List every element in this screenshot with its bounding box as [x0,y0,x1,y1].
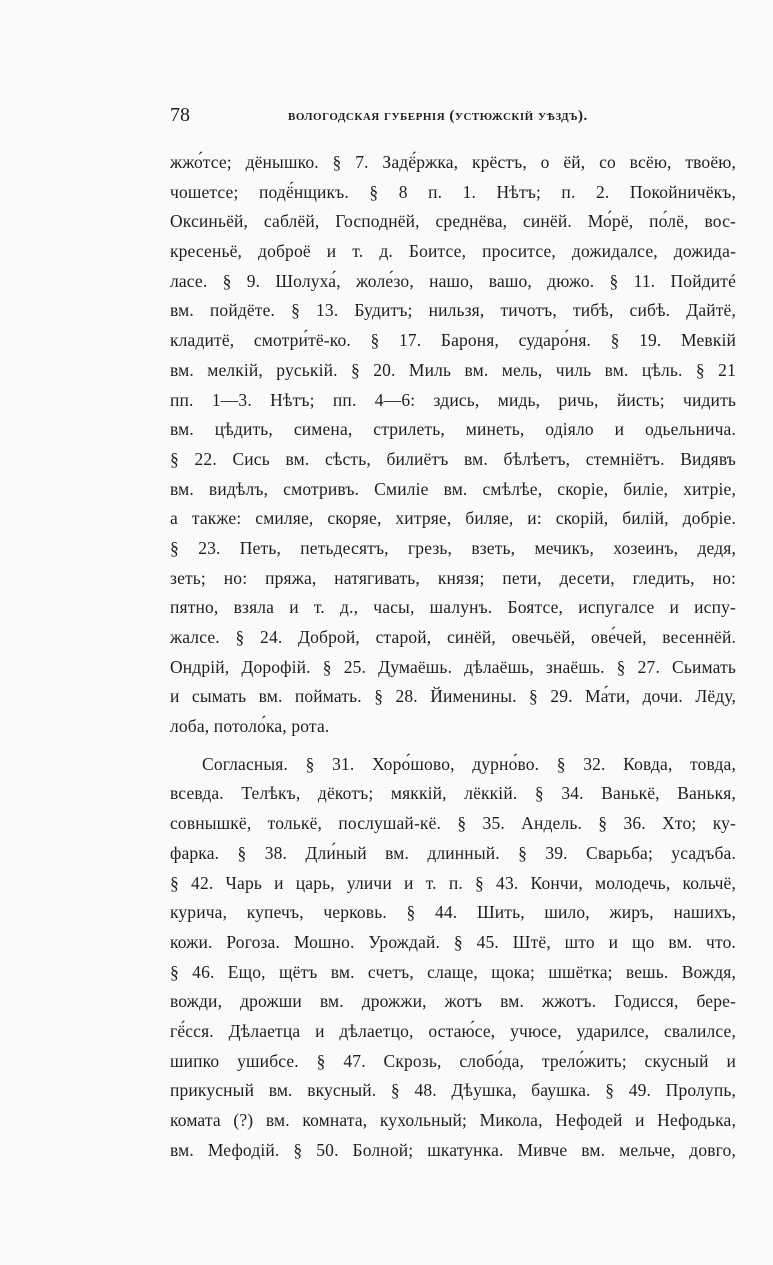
text-line: кожи. Рогоза. Мошно. Урождай. § 45. Штё, што и що вм. что. [170,931,736,952]
text-line: совнышкё, толькё, послушай-кё. § 35. Андель. § 36. Хто; ку- [170,813,736,834]
page-number: 78 [170,104,190,126]
text-line: Согласныя. § 31. Хоро́шово, дурно́во. § 32. Ковда, товда, [202,753,736,774]
text-line: а также: смиляе, скоряе, хитряе, биляе, и: скорій, билій, добріе. [170,508,736,529]
text-line: § 42. Чарь и царь, уличи и т. п. § 43. Кончи, молодечь, кольчё, [170,872,736,893]
text-line: вожди, дрожши вм. дрожжи, жотъ вм. жжотъ. Годисся, бере- [170,991,736,1012]
text-line: ласе. § 9. Шолуха́, жоле́зо, нашо, вашо, дюжо. § 11. Пойдитé [170,270,736,291]
text-line: вм. пойдёте. § 13. Будитъ; нильзя, тичотъ, тибѣ, сибѣ. Дайтё, [170,300,736,321]
text-line: § 23. Петь, петьдесятъ, грезь, взеть, мечикъ, хозеинъ, дедя, [170,537,736,558]
text-line: чошетсе; подё́нщикъ. § 8 п. 1. Нѣтъ; п. 2. Покойничёкъ, [170,181,736,202]
text-line: вм. цѣдить, симена, стрилеть, минеть, одіяло и одьельнича. [170,419,736,440]
text-line: и сымать вм. поймать. § 28. Йименины. § 29. Ма́ти, дочи. Лёду, [170,686,736,707]
body-text [170,148,736,1165]
text-line: зеть; но: пряжа, натягивать, князя; пети, десети, гледить, но: [170,567,736,588]
running-head: вологодская губернія (устюжскій уѣздъ). [288,108,588,124]
text-line: прикусный вм. вкусный. § 48. Дѣушка, баушка. § 49. Пролупь, [170,1080,736,1101]
text-line: Ондрій, Дорофій. § 25. Думаёшь. дѣлаёшь, знаёшь. § 27. Сьимать [170,656,736,677]
text-line: фарка. § 38. Дли́ный вм. длинный. § 39. Сварьба; усадъба. [170,842,736,863]
text-line: всевда. Телѣкъ, дёкотъ; мяккій, лёккій. § 34. Ванькё, Ванькя, [170,783,736,804]
text-line: § 46. Ещо, щётъ вм. счетъ, слаще, щока; шшётка; вешь. Вождя, [170,961,736,982]
text-line: § 22. Сись вм. сѣсть, билиётъ вм. бѣлѣетъ, стемніётъ. Видявъ [170,448,736,469]
text-line: комата (?) вм. комната, кухольный; Микола, Нефодей и Нефодька, [170,1110,736,1130]
text-line: лоба, потоло́ка, рота. [170,716,330,737]
text-line: кресеньё, доброё и т. д. Боитсе, проситсе, дожидалсе, дожида- [170,241,736,262]
text-line: вм. мелкій, руській. § 20. Миль вм. мель, чиль вм. цѣль. § 21 [170,359,736,380]
text-line: вм. видѣлъ, смотривъ. Смиліе вм. смѣлѣе, скоріе, биліе, хитріе, [170,478,736,499]
text-line: пп. 1—3. Нѣтъ; пп. 4—6: здись, мидь, ричь, йисть; чидить [170,389,736,410]
page-header [170,100,735,130]
text-line: Оксиньёй, саблёй, Господнёй, среднёва, синёй. Мо́рё, по́лё, вос- [170,211,736,232]
text-line: пятно, взяла и т. д., часы, шалунъ. Боятсе, испугалсе и испу- [170,597,736,618]
text-line: шипко ушибсе. § 47. Скрозь, слобо́да, трело́жить; скусный и [170,1050,736,1071]
text-line: курича, купечъ, черковь. § 44. Шить, шило, жиръ, нашихъ, [170,902,736,923]
text-line: кладитё, смотри́тё-ко. § 17. Бароня, сударо́ня. § 19. Мевкій [170,330,736,351]
text-line: жалсе. § 24. Доброй, старой, синёй, овечьёй, ове́чей, весеннёй. [170,627,736,647]
text-line: гё́сся. Дѣлаетца и дѣлаетцо, остаю́се, учюсе, ударилсе, свалилсе, [170,1020,736,1041]
text-line: жжо́тсе; дёнышко. § 7. Задё́ржка, крёстъ, о ёй, со всёю, твоёю, [170,152,736,172]
text-line: вм. Мефодій. § 50. Болной; шкатунка. Мивче вм. мельче, довго, [170,1139,736,1160]
